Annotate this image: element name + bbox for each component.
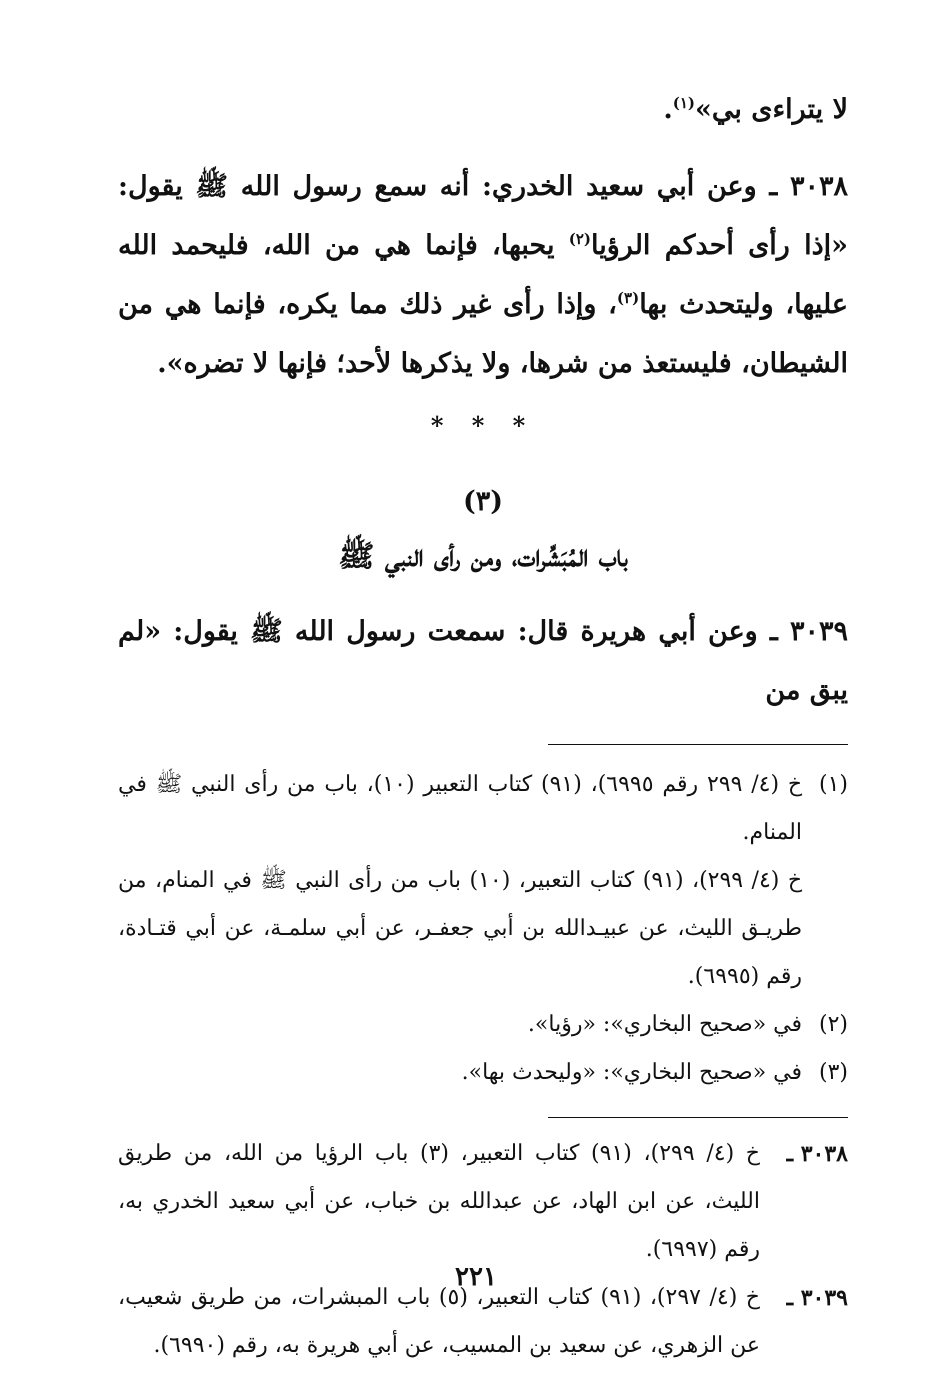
footnote-ref-2: (٢) (568, 230, 592, 248)
book-page (118, 80, 848, 1370)
hadith-3038 (118, 157, 848, 393)
footnote-text: خ (٤/ ٢٩٩)، (٩١) كتاب التعبير، (١٠) باب من رأى النبي ﷺ في المنام، من طريـق الليث، عن عبيـدالله بن أبي جعفـر، عن أبي سلمـة، عن أبي قتـادة، رقم (٦٩٩٥). (118, 868, 803, 989)
section-title: باب المُبَشِّرات، ومن رأى النبي ﷺ (338, 539, 628, 574)
footnote-mark: (١) (818, 772, 848, 797)
source-text: خ (٤/ ٢٩٧)، (٩١) كتاب التعبير، (٥) باب المبشرات، من طريق شعيب، عن الزهري، عن سعيد بن المسيب، عن أبي هريرة به، رقم (٦٩٩٠). (118, 1285, 760, 1358)
hadith-sources (118, 1130, 848, 1370)
footnote-text: في «صحيح البخاري»: «وليحدث بها». (461, 1060, 802, 1085)
sources-divider (548, 1117, 848, 1118)
footnote-item (118, 1001, 848, 1049)
footnotes (118, 761, 848, 1097)
source-text: خ (٤/ ٢٩٩)، (٩١) كتاب التعبير، (٣) باب الرؤيا من الله، من طريق الليث، عن ابن الهاد، عن عبدالله بن خباب، عن أبي سعيد الخدري به، رقم (٦٩٩٧). (118, 1141, 760, 1262)
hadith-text-part-c: ، وإذا رأى غير ذلك مما يكره، فإنما هي من الشيطان، فليستعذ من شرها، ولا يذكرها لأحد؛ فإنها لا تضره». (118, 289, 848, 379)
hadith-number: ٣٠٣٩ ـ (769, 616, 849, 647)
hadith-text: وعن أبي هريرة قال: سمعت رسول الله ﷺ يقول: «لم يبق من (118, 616, 848, 706)
footnote-text: في «صحيح البخاري»: «رؤيا». (527, 1012, 802, 1037)
footnote-item (118, 761, 848, 857)
hadith-text-part-a: وعن أبي سعيد الخدري: أنه سمع رسول الله ﷺ يقول: «إذا رأى أحدكم الرؤيا (118, 171, 848, 261)
footnote-ref-1: (١) (672, 94, 696, 112)
footnotes-divider (548, 744, 848, 745)
footnote-text: خ (٤/ ٢٩٩ رقم ٦٩٩٥)، (٩١) كتاب التعبير (١٠)، باب من رأى النبي ﷺ في المنام. (118, 772, 803, 845)
footnote-ref-3: (٣) (616, 289, 640, 307)
hadith-number: ٣٠٣٨ ـ (769, 171, 849, 202)
hadith-3039 (118, 602, 848, 720)
source-item (118, 1130, 848, 1274)
continued-text-end: . (663, 94, 673, 125)
section-number: (٣) (462, 486, 504, 517)
page-number: ٢٢١ (455, 1262, 497, 1292)
continued-text: لا يتراءى بي» (695, 94, 848, 125)
section-separator: * * * (430, 411, 536, 440)
source-hadith-number: ٣٠٣٨ ـ (786, 1141, 848, 1167)
footnote-mark: (٢) (818, 1012, 848, 1037)
footnote-item (118, 857, 848, 1001)
footnote-item (118, 1049, 848, 1097)
continued-hadith-line (118, 80, 848, 139)
hadith-text-part-b: يحبها، فإنما هي من الله، فليحمد الله عليها، وليتحدث بها (118, 230, 848, 320)
footnote-mark: (٣) (818, 1060, 848, 1085)
source-hadith-number: ٣٠٣٩ ـ (786, 1285, 848, 1311)
